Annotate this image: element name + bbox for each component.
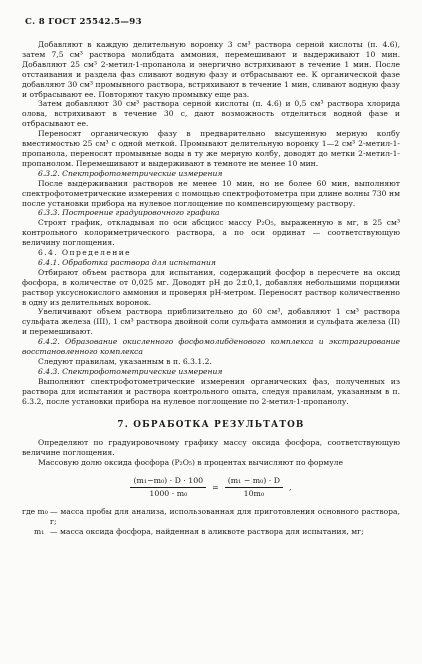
section-title: 7. ОБРАБОТКА РЕЗУЛЬТАТОВ [117,419,305,430]
document-body [22,40,400,537]
variable-definitions [22,507,400,537]
definition-row [22,527,400,537]
subsection-heading: 6.4. Определение [38,248,132,258]
formula-fraction-1 [130,476,206,499]
formula [22,476,400,499]
paragraph: Выполняют спектрофотометрические измерения органических фаз, полученных из раствора для испытания и раствора контрольного опыта, следуя правилам, указанным в п. 6.3.2, после установки прибора на нулевое поглощение по 2-метил-1-пропанолу. [22,376,400,406]
subsection-heading: 6.3.2. Спектрофотометрические измерения [38,168,223,178]
definition-text: — масса оксида фосфора, найденная в аликвоте раствора для испытания, мг; [50,526,364,536]
subsection-heading: 6.3.3. Построение градуировочного графика [38,208,220,218]
formula-numerator: (m₁ − m₀) · D [225,476,283,488]
paragraph: Отбирают объем раствора для испытания, содержащий фосфор в пересчете на оксид фосфора, в количестве от 0,025 мг. Доводят pH до 2±0,1, добавляя небольшими порциями раствор уксуснокислого аммония и проверяя pH-метром. Переносят раствор количественно в одну из делительных воронок. [22,267,400,307]
page-header: С. 8 ГОСТ 25542.5—93 [25,17,142,27]
paragraph: Затем добавляют 30 см³ раствора серной кислоты (п. 4.6) и 0,5 см³ раствора хлорида олова, встряхивают в течение 30 с, дают возможность отделиться водной фазе и отбрасывают ее. [22,99,400,129]
definition-symbol: где m₀ [22,506,48,516]
formula-tail: , [289,482,292,492]
paragraph: Увеличивают объем раствора приблизительно до 60 см³, добавляют 1 см³ раствора сульфата железа (III), 1 см³ раствора двойной соли сульфата аммония и сульфата железа (II) и перемешивают. [22,307,400,337]
definition-row [22,507,400,527]
paragraph: Добавляют в каждую делительную воронку 3 см³ раствора серной кислоты (п. 4.6), затем 7,5 см³ раствора молибдата аммония, перемешивают и выдерживают 10 мин. Добавляют 25 см³ 2-метил-1-пропанола и энергично встряхивают в течение 1 мин. После отстаивания и раздела фаз сливают водную фазу и отбрасывают ее. К органической фазе добавляют 30 см³ промывного раствора, встряхивают в течение 1 мин, сливают водную фазу и отбрасывают ее. Повторяют такую промывку еще раз. [22,40,400,99]
formula-denominator: 10m₀ [243,489,265,499]
formula-denominator: 1000 · m₀ [149,489,188,499]
formula-numerator: (m₁−m₀) · D · 100 [130,476,206,488]
formula-equals: = [212,482,219,492]
formula-fraction-2 [225,476,283,499]
subsection-heading: 6.4.3. Спектрофотометрические измерения [38,366,223,376]
paragraph: После выдерживания растворов не менее 10 мин, но не более 60 мин, выполняют спектрофотометрические измерения с помощью спектрофотометра при длине волны 730 нм после установки прибора на нулевое поглощение по компенсирующему раствору. [22,178,400,208]
subsection-heading: 6.4.2. Образование окисленного фосфомолибденового комплекса и экстрагирование восстановленного комплекса [22,337,400,357]
paragraph: Следуют правилам, указанным в п. 6.3.1.2. [38,357,212,366]
paragraph: Строят график, откладывая по оси абсцисс массу P₂O₅, выраженную в мг, в 25 см³ контрольного колориметрического раствора, а по оси ординат — соответствующую величину поглощения. [22,218,400,248]
definition-symbol: m₁ [34,526,45,536]
paragraph: Определяют по градуировочному графику массу оксида фосфора, соответствующую величине поглощения. [22,438,400,458]
paragraph: Массовую долю оксида фосфора (P₂O₅) в процентах вычисляют по формуле [38,458,343,468]
definition-text: — масса пробы для анализа, использованная для приготовления основного раствора, г; [50,506,400,526]
subsection-heading: 6.4.1. Обработка раствора для испытания [38,257,216,267]
paragraph: Переносят органическую фазу в предварительно высушенную мерную колбу вместимостью 25 см³ с одной меткой. Промывают делительную воронку 1—2 см³ 2-метил-1-пропанола, переносят промывные воды в ту же мерную колбу, доводят до метки 2-метил-1-пропанолом. Перемешивают и выдерживают в темноте не менее 10 мин. [22,129,400,168]
